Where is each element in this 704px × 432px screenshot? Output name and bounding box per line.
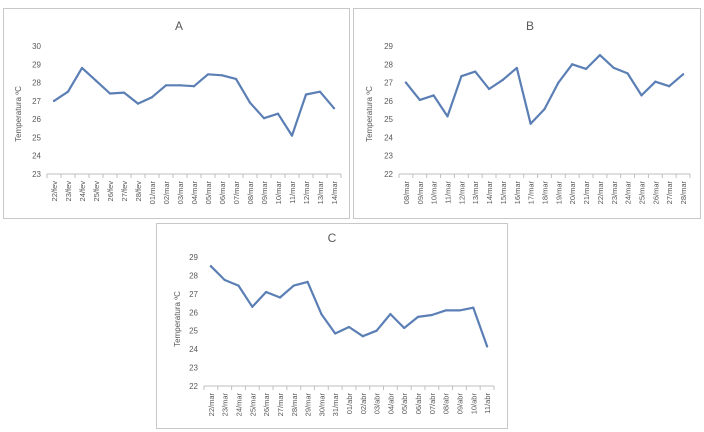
chart-c-data-point xyxy=(293,284,295,286)
chart-c-x-tick-label: 07/abr xyxy=(427,393,437,415)
chart-a-x-tick-label: 22/fev xyxy=(50,181,59,202)
chart-a-data-point xyxy=(249,102,251,104)
chart-b-x-tick-label: 17/mar xyxy=(526,181,536,205)
chart-a-data-point xyxy=(235,78,237,80)
chart-a-y-tick-label: 29 xyxy=(32,60,41,70)
chart-a-data-point xyxy=(137,103,139,105)
chart-c-data-point xyxy=(334,332,336,334)
chart-c-x-tick-label: 10/abr xyxy=(469,393,479,415)
chart-c-data-point xyxy=(389,313,391,315)
chart-panel-c xyxy=(156,223,508,429)
chart-a-data-point xyxy=(67,91,69,93)
chart-a-data-point xyxy=(193,85,195,87)
chart-b-x-tick-label: 09/mar xyxy=(415,181,425,205)
chart-a-x-tick-label: 11/mar xyxy=(288,181,297,204)
chart-c-y-axis-label: Temperatura ºC xyxy=(173,291,182,347)
chart-a-data-point xyxy=(221,74,223,76)
chart-a-x-tick-label: 05/mar xyxy=(204,181,213,205)
chart-a-data-point xyxy=(263,117,265,119)
chart-b-series-line xyxy=(406,55,683,124)
chart-b-data-point xyxy=(640,94,642,96)
chart-b-data-point xyxy=(682,73,684,75)
chart-c-x-tick-label: 05/abr xyxy=(400,393,410,415)
chart-c-data-point xyxy=(445,309,447,311)
chart-c-y-tick-label: 29 xyxy=(189,253,198,262)
chart-c-data-point xyxy=(279,296,281,298)
chart-c-data-point xyxy=(376,330,378,332)
chart-b-data-point xyxy=(530,123,532,125)
chart-b-data-point xyxy=(433,94,435,96)
chart-a-x-tick-label: 10/mar xyxy=(274,181,283,205)
chart-a-data-point xyxy=(123,92,125,94)
chart-b-x-tick-label: 10/mar xyxy=(429,181,439,205)
chart-a-data-point xyxy=(277,113,279,115)
chart-b-x-tick-label: 23/mar xyxy=(609,181,619,205)
chart-c-x-tick-label: 30/mar xyxy=(317,393,327,417)
chart-a-data-point xyxy=(333,107,335,109)
chart-c-x-tick-label: 04/abr xyxy=(386,393,396,415)
chart-c-x-tick-label: 23/mar xyxy=(220,393,230,417)
chart-a-series-line xyxy=(54,68,334,136)
chart-b-data-point xyxy=(599,54,601,56)
chart-c-x-tick-label: 26/mar xyxy=(262,393,272,417)
chart-a-y-tick-label: 24 xyxy=(32,151,41,161)
chart-b-y-tick-label: 29 xyxy=(384,42,393,51)
chart-a-data-point xyxy=(81,67,83,69)
chart-b-data-point xyxy=(405,81,407,83)
chart-c-data-point xyxy=(320,313,322,315)
chart-b-x-tick-label: 19/mar xyxy=(554,181,564,205)
chart-a-svg xyxy=(4,9,351,220)
chart-a-x-tick-label: 25/fev xyxy=(92,181,101,202)
chart-a-data-point xyxy=(165,84,167,86)
chart-b-data-point xyxy=(557,81,559,83)
chart-b-data-point xyxy=(488,88,490,90)
chart-c-svg xyxy=(157,224,509,430)
chart-a-x-tick-label: 14/mar xyxy=(330,181,339,205)
chart-b-x-tick-label: 22/mar xyxy=(595,181,605,205)
chart-b-x-tick-label: 21/mar xyxy=(582,180,592,205)
chart-c-data-point xyxy=(486,345,488,347)
chart-a-y-axis-label: Temperatura ºC xyxy=(14,86,23,142)
chart-a-x-tick-label: 03/mar xyxy=(176,181,185,205)
chart-a-data-point xyxy=(151,96,153,98)
chart-b-y-tick-label: 26 xyxy=(384,96,393,106)
chart-b-y-tick-label: 22 xyxy=(384,170,393,179)
chart-b-x-tick-label: 14/mar xyxy=(485,181,495,205)
chart-c-x-tick-label: 31/mar xyxy=(331,393,341,417)
chart-c-data-point xyxy=(403,327,405,329)
chart-b-data-point xyxy=(585,68,587,70)
chart-a-x-tick-label: 26/fev xyxy=(106,181,115,202)
chart-b-x-tick-label: 08/mar xyxy=(401,181,411,205)
chart-c-y-tick-label: 25 xyxy=(189,326,198,336)
chart-b-title: B xyxy=(525,19,535,33)
chart-a-x-tick-label: 12/mar xyxy=(302,181,311,205)
chart-a-x-tick-label: 24/fev xyxy=(78,181,87,202)
chart-a-x-tick-label: 08/mar xyxy=(246,181,255,205)
chart-a-y-tick-label: 28 xyxy=(32,78,41,88)
chart-c-data-point xyxy=(265,291,267,293)
chart-b-y-axis-label: Temperatura ºC xyxy=(365,86,374,142)
chart-a-data-point xyxy=(109,92,111,94)
chart-b-y-tick-label: 28 xyxy=(384,60,393,70)
chart-c-data-point xyxy=(472,307,474,309)
chart-a-data-point xyxy=(95,80,97,82)
chart-b-data-point xyxy=(446,115,448,117)
chart-b-y-tick-label: 23 xyxy=(384,151,393,161)
chart-b-x-tick-label: 15/mar xyxy=(498,181,508,205)
chart-c-y-tick-label: 23 xyxy=(189,363,198,373)
chart-c-y-tick-label: 28 xyxy=(189,271,198,281)
chart-b-x-tick-label: 25/mar xyxy=(637,181,647,205)
chart-c-data-point xyxy=(210,265,212,267)
chart-c-x-tick-label: 27/mar xyxy=(275,393,285,417)
chart-a-x-tick-label: 13/mar xyxy=(316,181,325,205)
chart-b-x-tick-label: 24/mar xyxy=(623,181,633,205)
chart-b-y-tick-label: 24 xyxy=(384,133,393,143)
chart-a-x-tick-label: 01/mar xyxy=(148,181,157,205)
chart-b-data-point xyxy=(516,67,518,69)
chart-b-data-point xyxy=(668,85,670,87)
chart-b-x-tick-label: 11/mar xyxy=(443,181,453,204)
chart-c-x-tick-label: 06/abr xyxy=(414,393,424,415)
chart-c-data-point xyxy=(431,314,433,316)
chart-a-title: A xyxy=(174,19,184,33)
chart-a-data-point xyxy=(319,91,321,93)
chart-a-x-tick-label: 28/fev xyxy=(134,181,143,202)
chart-a-y-tick-label: 26 xyxy=(32,115,41,125)
chart-a-data-point xyxy=(305,93,307,95)
chart-c-x-tick-label: 01/abr xyxy=(345,393,354,415)
chart-b-data-point xyxy=(502,79,504,81)
chart-c-y-tick-label: 22 xyxy=(189,382,198,391)
chart-a-data-point xyxy=(291,135,293,137)
chart-a-y-tick-label: 30 xyxy=(32,42,41,51)
chart-b-y-tick-label: 27 xyxy=(384,78,393,88)
chart-b-data-point xyxy=(654,81,656,83)
chart-c-x-tick-label: 03/abr xyxy=(372,393,382,415)
chart-c-x-tick-label: 28/mar xyxy=(289,393,299,417)
chart-c-x-tick-label: 11/abr xyxy=(483,393,493,414)
chart-c-x-tick-label: 08/abr xyxy=(441,393,451,415)
chart-a-y-tick-label: 23 xyxy=(32,170,41,179)
chart-b-data-point xyxy=(474,71,476,73)
chart-c-data-point xyxy=(458,309,460,311)
chart-b-x-tick-label: 12/mar xyxy=(457,181,467,205)
chart-b-svg xyxy=(354,9,702,220)
chart-b-data-point xyxy=(613,67,615,69)
chart-b-x-tick-label: 18/mar xyxy=(540,181,550,205)
chart-c-x-tick-label: 24/mar xyxy=(234,393,244,417)
chart-a-data-point xyxy=(53,100,55,102)
chart-a-x-tick-label: 07/mar xyxy=(232,181,241,205)
chart-c-data-point xyxy=(417,316,419,318)
chart-c-x-tick-label: 22/mar xyxy=(206,393,216,417)
chart-c-y-tick-label: 27 xyxy=(189,289,198,299)
chart-panel-a xyxy=(3,8,350,219)
chart-c-x-tick-label: 02/abr xyxy=(358,393,368,415)
chart-a-y-tick-label: 27 xyxy=(32,96,41,106)
chart-b-data-point xyxy=(571,63,573,65)
chart-b-x-tick-label: 27/mar xyxy=(665,181,675,205)
chart-b-data-point xyxy=(543,108,545,110)
chart-c-x-tick-label: 25/mar xyxy=(248,393,258,417)
chart-panel-b xyxy=(353,8,701,219)
chart-b-x-tick-label: 26/mar xyxy=(651,181,661,205)
chart-b-y-tick-label: 25 xyxy=(384,115,393,125)
chart-c-y-tick-label: 24 xyxy=(189,345,198,355)
chart-a-x-tick-label: 04/mar xyxy=(190,181,199,205)
chart-a-y-tick-label: 25 xyxy=(32,133,41,143)
chart-c-data-point xyxy=(237,284,239,286)
chart-c-data-point xyxy=(251,306,253,308)
chart-b-x-tick-label: 13/mar xyxy=(471,181,481,205)
chart-c-data-point xyxy=(348,326,350,328)
chart-a-x-tick-label: 06/mar xyxy=(218,181,227,205)
chart-b-data-point xyxy=(419,99,421,101)
chart-c-y-tick-label: 26 xyxy=(189,308,198,318)
chart-a-data-point xyxy=(179,84,181,86)
chart-c-x-tick-label: 29/mar xyxy=(303,393,313,417)
chart-b-x-tick-label: 16/mar xyxy=(512,181,522,205)
chart-a-x-tick-label: 23/fev xyxy=(64,181,73,202)
chart-a-x-tick-label: 27/fev xyxy=(120,181,129,202)
chart-b-x-tick-label: 20/mar xyxy=(568,181,578,205)
chart-c-x-tick-label: 09/abr xyxy=(455,393,465,415)
chart-c-data-point xyxy=(306,281,308,283)
chart-c-title: C xyxy=(327,231,337,245)
chart-c-data-point xyxy=(362,335,364,337)
chart-a-data-point xyxy=(207,73,209,75)
chart-b-data-point xyxy=(460,75,462,77)
chart-a-x-tick-label: 02/mar xyxy=(162,181,171,205)
chart-a-x-tick-label: 09/mar xyxy=(260,181,269,205)
chart-c-data-point xyxy=(224,279,226,281)
chart-b-x-tick-label: 28/mar xyxy=(679,181,689,205)
chart-b-data-point xyxy=(627,72,629,74)
